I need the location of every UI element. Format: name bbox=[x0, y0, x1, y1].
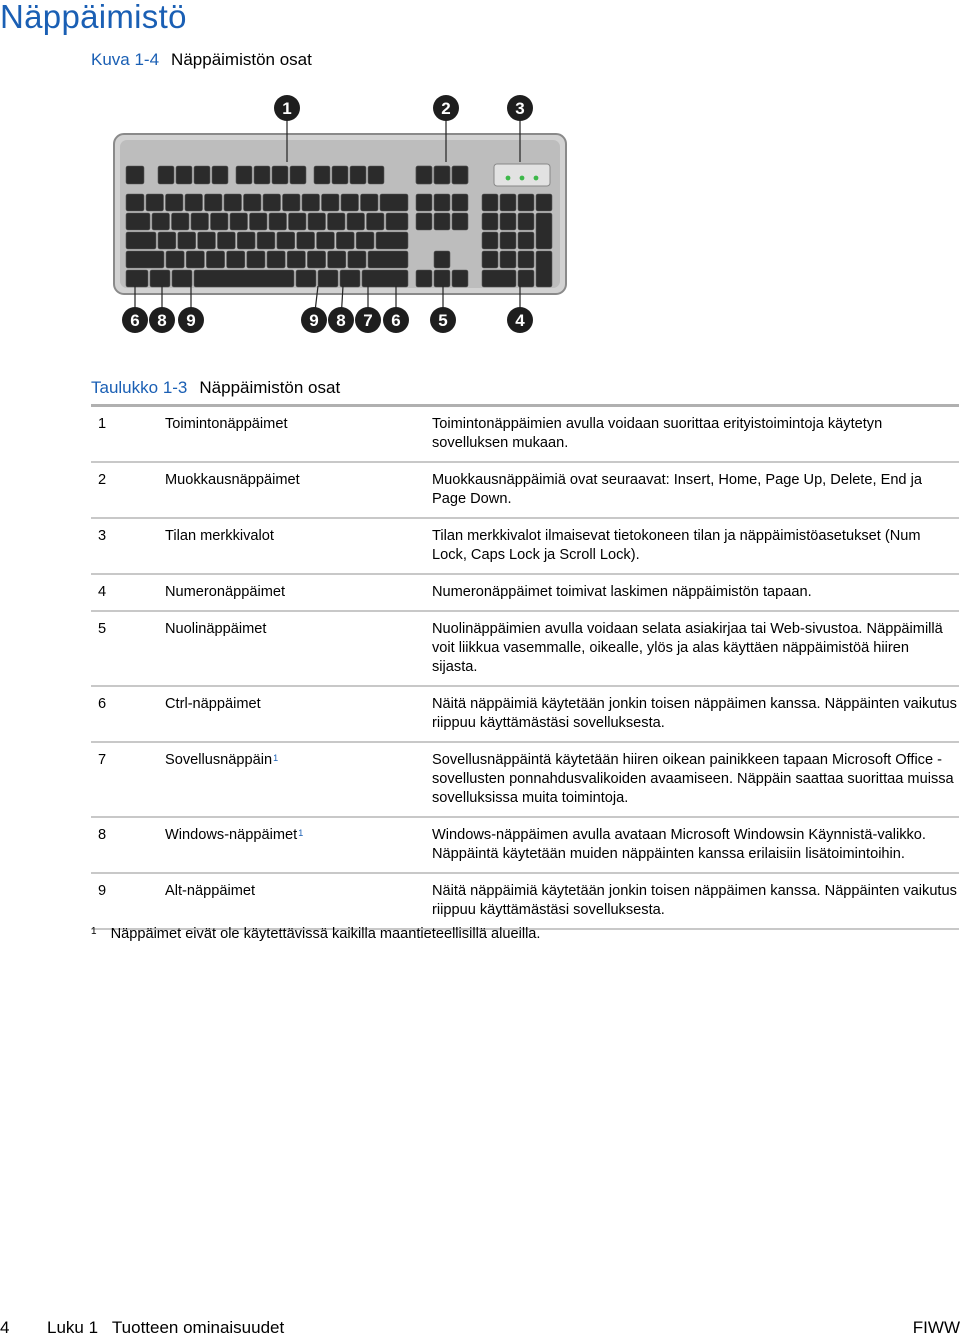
callout-number: 8 bbox=[157, 311, 167, 330]
row-description: Windows-näppäimen avulla avataan Microsoft Windowsin Käynnistä-valikko. Näppäintä käytetään muiden näppäinten kanssa erilaisiin lisätoimintoihin. bbox=[432, 827, 926, 862]
row-component-name bbox=[165, 695, 261, 714]
table-caption-text: Näppäimistön osat bbox=[199, 378, 341, 397]
row-number: 9 bbox=[98, 883, 107, 899]
main-key bbox=[166, 251, 184, 268]
numpad-key bbox=[500, 213, 516, 230]
numpad-key bbox=[482, 232, 498, 249]
footnote-mark: 1 bbox=[91, 926, 97, 937]
numpad-key bbox=[482, 213, 498, 230]
callout-number: 9 bbox=[309, 311, 319, 330]
main-key bbox=[277, 232, 295, 249]
row-description: Toimintonäppäimien avulla voidaan suorittaa erityistoimintoja käytetyn sovelluksen mukaan. bbox=[432, 416, 883, 451]
main-key bbox=[250, 213, 268, 230]
main-key bbox=[126, 232, 156, 249]
page-number: 4 bbox=[0, 1318, 10, 1337]
edit-key bbox=[416, 166, 432, 184]
function-key bbox=[212, 166, 228, 184]
numpad-key bbox=[518, 270, 534, 287]
chapter-title: Luku 1 Tuotteen ominaisuudet bbox=[47, 1318, 285, 1337]
numpad-key bbox=[482, 194, 498, 211]
row-component-name bbox=[165, 620, 266, 639]
keyboard-illustration bbox=[110, 90, 570, 340]
main-key bbox=[205, 194, 223, 211]
row-description: Sovellusnäppäintä käytetään hiiren oikean painikkeen tapaan Microsoft Office -sovellusten ponnahdusvalikoiden avaamiseen. Näppäin saattaa suorittaa muissa sovelluksissa muita toimintoja. bbox=[432, 752, 954, 806]
row-description: Näitä näppäimiä käytetään jonkin toisen näppäimen kanssa. Näppäinten vaikutus riippuu käyttämästäsi sovelluksesta. bbox=[432, 883, 957, 918]
row-name-text: Toimintonäppäimet bbox=[165, 416, 288, 432]
function-key bbox=[158, 166, 174, 184]
edit-key bbox=[452, 194, 468, 211]
main-key bbox=[126, 270, 148, 287]
edit-key bbox=[452, 213, 468, 230]
row-number: 1 bbox=[98, 416, 107, 432]
modifier-key bbox=[172, 270, 192, 287]
callout-number: 9 bbox=[186, 311, 196, 330]
callout-number: 7 bbox=[363, 311, 373, 330]
function-key bbox=[194, 166, 210, 184]
main-key bbox=[126, 194, 144, 211]
main-key bbox=[367, 213, 385, 230]
row-footnote-ref: 1 bbox=[273, 753, 279, 763]
main-key bbox=[191, 213, 209, 230]
row-name-text: Sovellusnäppäin bbox=[165, 752, 273, 768]
main-key bbox=[361, 194, 379, 211]
arrow-down-key bbox=[434, 270, 450, 287]
table-footnote bbox=[91, 926, 540, 942]
scroll-lock-led bbox=[534, 176, 539, 181]
callout-number: 8 bbox=[336, 311, 346, 330]
numpad-key bbox=[500, 194, 516, 211]
table-row bbox=[91, 463, 959, 519]
main-key bbox=[206, 251, 224, 268]
main-key bbox=[376, 232, 408, 249]
numpad-key bbox=[518, 213, 534, 230]
main-key bbox=[348, 251, 366, 268]
edit-key bbox=[452, 166, 468, 184]
edit-key bbox=[416, 194, 432, 211]
main-key bbox=[172, 213, 190, 230]
modifier-key bbox=[340, 270, 360, 287]
main-key bbox=[269, 213, 287, 230]
numpad-key bbox=[518, 194, 534, 211]
function-key bbox=[350, 166, 366, 184]
main-key bbox=[307, 251, 325, 268]
table-row bbox=[91, 519, 959, 575]
document-brand: FIWW bbox=[912, 1318, 960, 1337]
main-key bbox=[322, 194, 340, 211]
numpad-key bbox=[482, 251, 498, 268]
row-number: 8 bbox=[98, 827, 107, 843]
row-name-text: Numeronäppäimet bbox=[165, 584, 286, 600]
row-name-text: Ctrl-näppäimet bbox=[165, 696, 261, 712]
row-component-name bbox=[165, 882, 255, 901]
table-row bbox=[91, 743, 959, 818]
edit-key bbox=[434, 213, 450, 230]
numpad-key bbox=[536, 194, 552, 211]
main-key bbox=[347, 213, 365, 230]
row-component-name bbox=[165, 471, 300, 490]
numpad-key bbox=[482, 270, 516, 287]
main-key bbox=[328, 251, 346, 268]
row-number: 4 bbox=[98, 584, 107, 600]
num-lock-led bbox=[506, 176, 511, 181]
footnote-text: Näppäimet eivät ole käytettävissä kaikilla maantieteellisillä alueilla. bbox=[110, 926, 541, 942]
row-component-name bbox=[165, 527, 274, 546]
function-key bbox=[176, 166, 192, 184]
function-key bbox=[236, 166, 252, 184]
function-key bbox=[254, 166, 270, 184]
page-title: Näppäimistö bbox=[0, 0, 187, 35]
callout-number: 2 bbox=[441, 99, 451, 118]
numpad-key bbox=[518, 251, 534, 268]
main-key bbox=[297, 232, 315, 249]
main-key bbox=[198, 232, 216, 249]
main-key bbox=[126, 213, 150, 230]
main-key bbox=[283, 194, 301, 211]
modifier-key bbox=[296, 270, 316, 287]
table-caption-number: Taulukko 1-3 bbox=[91, 378, 188, 397]
figure-caption bbox=[91, 50, 312, 70]
main-key bbox=[317, 232, 335, 249]
esc-key bbox=[126, 166, 144, 184]
main-key bbox=[126, 251, 164, 268]
callout-number: 5 bbox=[438, 311, 448, 330]
main-key bbox=[302, 194, 320, 211]
callout-number: 4 bbox=[515, 311, 525, 330]
row-name-text: Alt-näppäimet bbox=[165, 883, 256, 899]
row-name-text: Nuolinäppäimet bbox=[165, 621, 267, 637]
table-row bbox=[91, 575, 959, 612]
row-component-name bbox=[165, 415, 288, 434]
figure-caption-number: Kuva 1-4 bbox=[91, 50, 160, 69]
row-number: 2 bbox=[98, 472, 107, 488]
row-description: Muokkausnäppäimiä ovat seuraavat: Insert, Home, Page Up, Delete, End ja Page Down. bbox=[432, 472, 922, 507]
function-key bbox=[290, 166, 306, 184]
main-key bbox=[186, 251, 204, 268]
main-key bbox=[356, 232, 374, 249]
main-key bbox=[227, 251, 245, 268]
row-description: Tilan merkkivalot ilmaisevat tietokoneen tilan ja näppäimistöasetukset (Num Lock, Caps Lock ja Scroll Lock). bbox=[432, 528, 921, 563]
figure-caption-text: Näppäimistön osat bbox=[171, 50, 312, 69]
table-row bbox=[91, 407, 959, 463]
table-row bbox=[91, 818, 959, 874]
main-key bbox=[146, 194, 164, 211]
main-key bbox=[380, 194, 408, 211]
row-name-text: Windows-näppäimet bbox=[165, 827, 298, 843]
arrow-right-key bbox=[452, 270, 468, 287]
table-row bbox=[91, 687, 959, 743]
numpad-key bbox=[518, 232, 534, 249]
edit-key bbox=[434, 166, 450, 184]
callout-number: 1 bbox=[282, 99, 292, 118]
callout-number: 6 bbox=[130, 311, 140, 330]
edit-key bbox=[416, 213, 432, 230]
main-key bbox=[158, 232, 176, 249]
main-key bbox=[289, 213, 307, 230]
main-key bbox=[287, 251, 305, 268]
row-description: Näitä näppäimiä käytetään jonkin toisen näppäimen kanssa. Näppäinten vaikutus riippuu käyttämästäsi sovelluksesta. bbox=[432, 696, 957, 731]
row-name-text: Tilan merkkivalot bbox=[165, 528, 274, 544]
spacebar bbox=[194, 270, 294, 287]
callout-number: 3 bbox=[515, 99, 525, 118]
modifier-key bbox=[362, 270, 408, 287]
callout-number: 6 bbox=[391, 311, 401, 330]
row-component-name bbox=[165, 826, 303, 845]
main-key bbox=[178, 232, 196, 249]
row-description: Nuolinäppäimien avulla voidaan selata asiakirjaa tai Web-sivustoa. Näppäimillä voit liikkua vasemmalle, oikealle, ylös ja alas käyttäen näppäimistöä hiiren sijasta. bbox=[432, 621, 943, 675]
main-key bbox=[336, 232, 354, 249]
status-led-panel bbox=[494, 164, 550, 186]
row-number: 5 bbox=[98, 621, 107, 637]
function-key bbox=[314, 166, 330, 184]
main-key bbox=[217, 232, 235, 249]
main-key bbox=[166, 194, 184, 211]
row-number: 7 bbox=[98, 752, 107, 768]
main-key bbox=[185, 194, 203, 211]
modifier-key bbox=[150, 270, 170, 287]
row-number: 6 bbox=[98, 696, 107, 712]
main-key bbox=[224, 194, 242, 211]
row-description: Numeronäppäimet toimivat laskimen näppäimistön tapaan. bbox=[432, 584, 812, 600]
function-key bbox=[368, 166, 384, 184]
function-key bbox=[272, 166, 288, 184]
numpad-key bbox=[536, 251, 552, 287]
main-key bbox=[230, 213, 248, 230]
numpad-key bbox=[500, 232, 516, 249]
arrow-left-key bbox=[416, 270, 432, 287]
main-key bbox=[237, 232, 255, 249]
row-footnote-ref: 1 bbox=[298, 828, 304, 838]
main-key bbox=[244, 194, 262, 211]
caps-lock-led bbox=[520, 176, 525, 181]
function-key bbox=[332, 166, 348, 184]
row-name-text: Muokkausnäppäimet bbox=[165, 472, 300, 488]
main-key bbox=[247, 251, 265, 268]
main-key bbox=[368, 251, 408, 268]
parts-table bbox=[91, 407, 959, 930]
arrow-up-key bbox=[434, 251, 450, 268]
keyboard-figure bbox=[110, 90, 570, 340]
table-row bbox=[91, 874, 959, 930]
row-component-name bbox=[165, 751, 278, 770]
main-key bbox=[386, 213, 408, 230]
table-caption bbox=[91, 378, 340, 398]
table-row bbox=[91, 612, 959, 687]
edit-key bbox=[434, 194, 450, 211]
main-key bbox=[257, 232, 275, 249]
numpad-key bbox=[500, 251, 516, 268]
main-key bbox=[211, 213, 229, 230]
main-key bbox=[328, 213, 346, 230]
row-component-name bbox=[165, 583, 285, 602]
main-key bbox=[267, 251, 285, 268]
main-key bbox=[308, 213, 326, 230]
main-key bbox=[263, 194, 281, 211]
numpad-key bbox=[536, 213, 552, 249]
row-number: 3 bbox=[98, 528, 107, 544]
main-key bbox=[341, 194, 359, 211]
modifier-key bbox=[318, 270, 338, 287]
main-key bbox=[152, 213, 170, 230]
